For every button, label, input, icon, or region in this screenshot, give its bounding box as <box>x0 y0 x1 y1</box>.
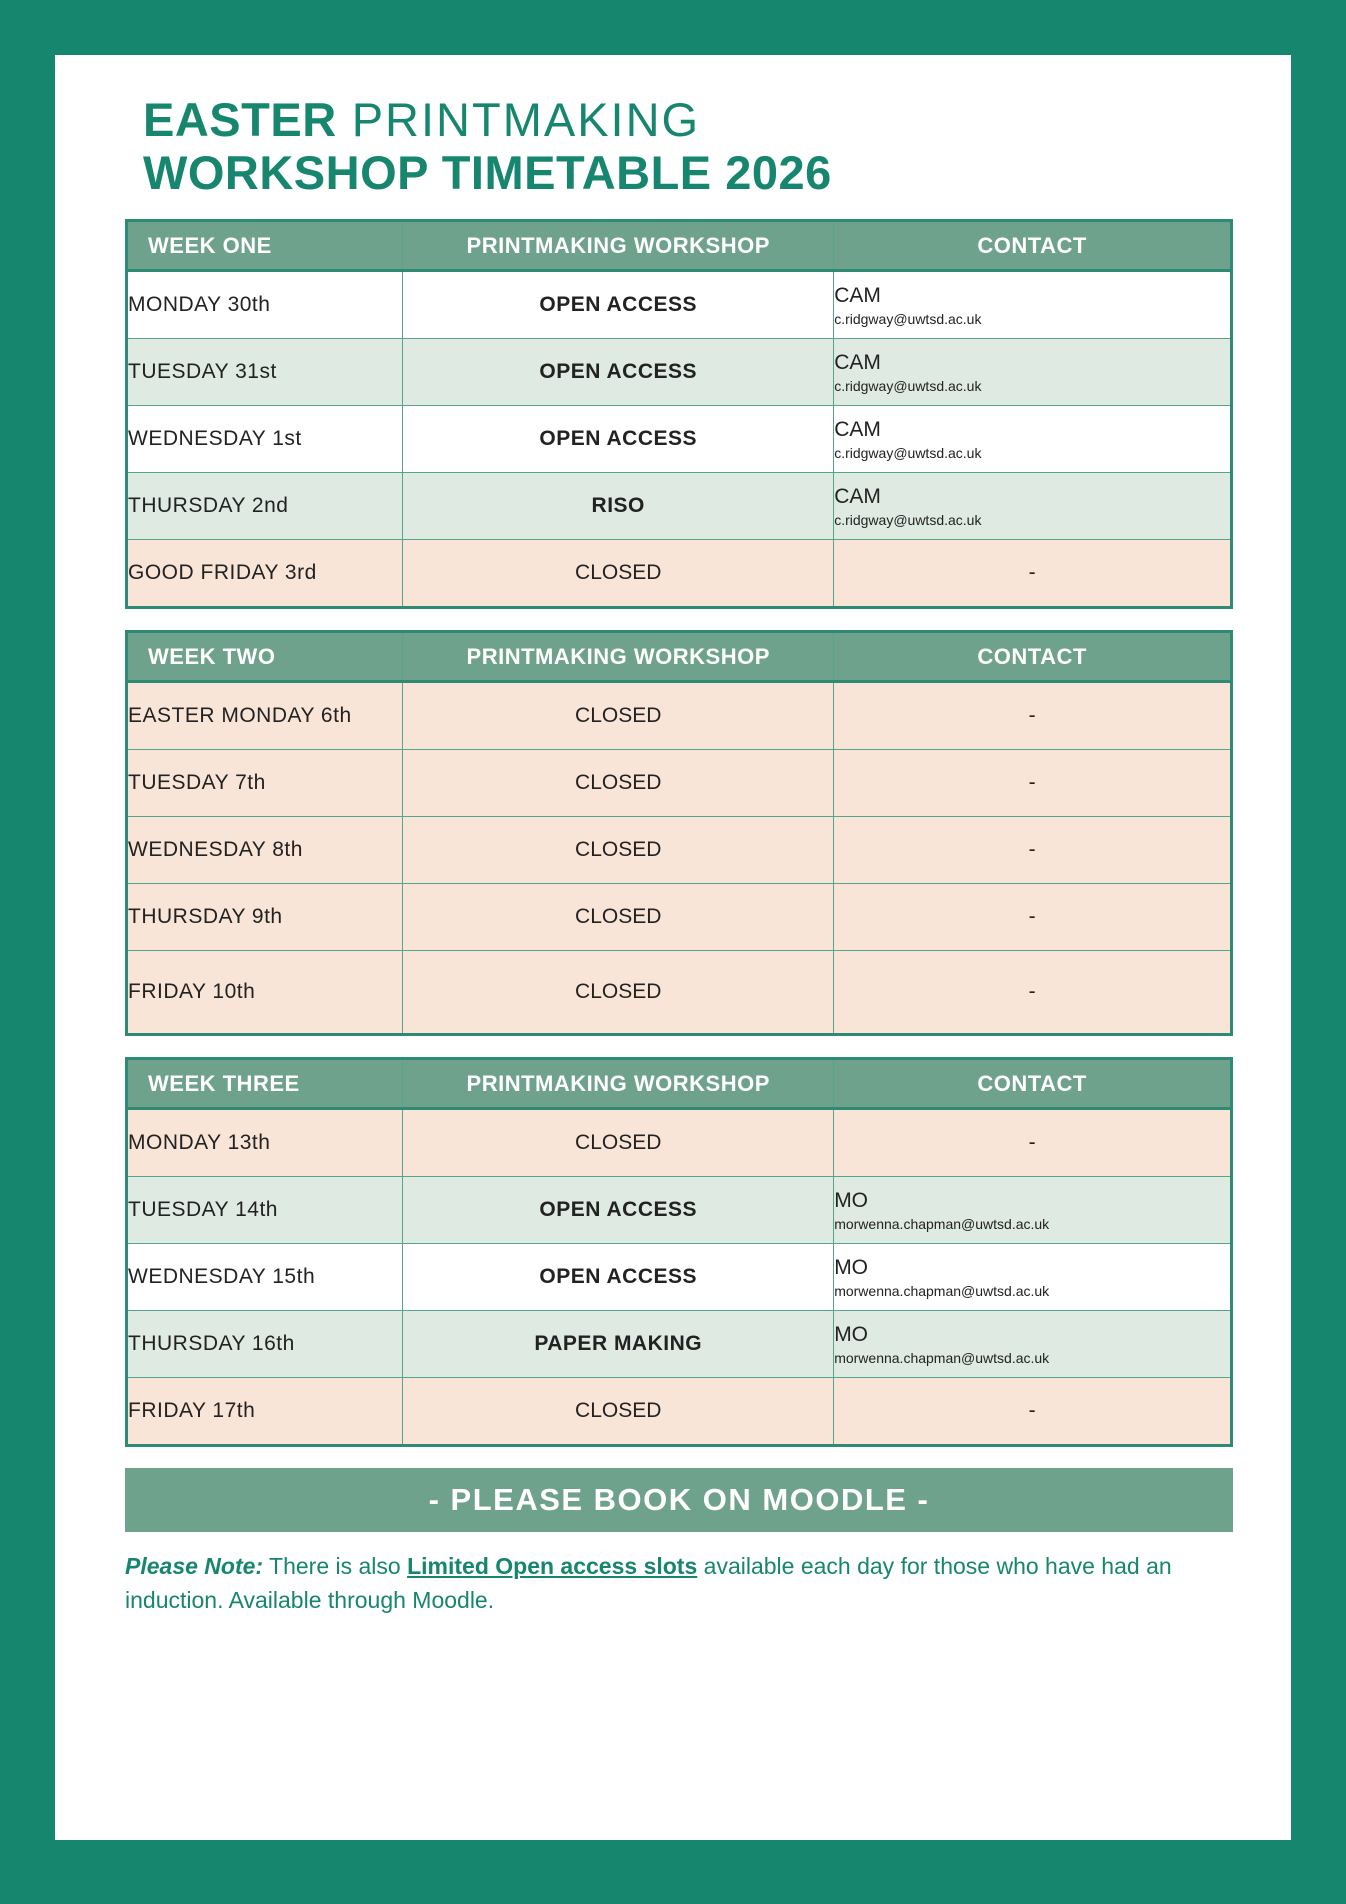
workshop-cell: CLOSED <box>403 817 834 884</box>
table-row <box>127 682 1232 750</box>
title-printmaking: PRINTMAKING <box>336 93 701 146</box>
day-cell: WEDNESDAY 15th <box>127 1244 403 1311</box>
day-cell: MONDAY 30th <box>127 271 403 339</box>
table-row <box>127 1109 1232 1177</box>
contact-cell: - <box>834 884 1232 951</box>
workshop-column-header: PRINTMAKING WORKSHOP <box>403 221 834 271</box>
workshop-cell: CLOSED <box>403 1109 834 1177</box>
contact-email: morwenna.chapman@uwtsd.ac.uk <box>834 1349 1050 1366</box>
week-three-table <box>125 1057 1233 1447</box>
contact-column-header: CONTACT <box>834 1059 1232 1109</box>
contact-email: c.ridgway@uwtsd.ac.uk <box>834 377 982 394</box>
note-text-after: available each day for those who have had an induction. Available through Moodle. <box>125 1553 1172 1613</box>
workshop-cell: OPEN ACCESS <box>403 406 834 473</box>
contact-name: MO <box>834 1255 869 1279</box>
page-title <box>143 93 1233 199</box>
contact-cell: - <box>834 951 1232 1035</box>
workshop-cell: RISO <box>403 473 834 540</box>
day-cell: TUESDAY 31st <box>127 339 403 406</box>
day-cell: FRIDAY 10th <box>127 951 403 1035</box>
table-row <box>127 1177 1232 1244</box>
contact-email: c.ridgway@uwtsd.ac.uk <box>834 444 982 461</box>
table-row <box>127 1311 1232 1378</box>
day-cell: MONDAY 13th <box>127 1109 403 1177</box>
note-label: Please Note: <box>125 1553 264 1580</box>
contact-name: CAM <box>834 350 881 374</box>
workshop-cell: OPEN ACCESS <box>403 1177 834 1244</box>
day-cell: GOOD FRIDAY 3rd <box>127 540 403 608</box>
workshop-cell: CLOSED <box>403 682 834 750</box>
day-cell: FRIDAY 17th <box>127 1378 403 1446</box>
note-highlight: Limited Open access slots <box>407 1553 698 1580</box>
workshop-column-header: PRINTMAKING WORKSHOP <box>403 632 834 682</box>
contact-cell <box>834 339 1232 406</box>
table-row <box>127 473 1232 540</box>
moodle-banner <box>125 1468 1233 1532</box>
week-two-label: WEEK TWO <box>127 632 403 682</box>
moodle-banner-text: - PLEASE BOOK ON MOODLE - <box>428 1482 930 1518</box>
week-one-table <box>125 219 1233 609</box>
contact-cell <box>834 473 1232 540</box>
title-easter: EASTER <box>143 93 337 146</box>
workshop-cell: CLOSED <box>403 1378 834 1446</box>
contact-email: morwenna.chapman@uwtsd.ac.uk <box>834 1282 1050 1299</box>
title-line-2: WORKSHOP TIMETABLE 2026 <box>143 146 832 200</box>
week-one-header-row <box>127 221 1232 271</box>
week-two-table <box>125 630 1233 1036</box>
table-row <box>127 540 1232 608</box>
day-cell: WEDNESDAY 8th <box>127 817 403 884</box>
contact-email: morwenna.chapman@uwtsd.ac.uk <box>834 1215 1050 1232</box>
contact-cell: - <box>834 750 1232 817</box>
workshop-cell: OPEN ACCESS <box>403 339 834 406</box>
contact-name: CAM <box>834 417 881 441</box>
contact-column-header: CONTACT <box>834 632 1232 682</box>
week-three-header-row <box>127 1059 1232 1109</box>
contact-name: CAM <box>834 484 881 508</box>
table-row <box>127 339 1232 406</box>
page <box>55 55 1291 1840</box>
contact-cell: - <box>834 817 1232 884</box>
contact-cell <box>834 1177 1232 1244</box>
contact-cell <box>834 1311 1232 1378</box>
contact-cell: - <box>834 1109 1232 1177</box>
week-two-header-row <box>127 632 1232 682</box>
title-line-1 <box>143 93 700 146</box>
contact-column-header: CONTACT <box>834 221 1232 271</box>
contact-name: MO <box>834 1188 869 1212</box>
table-row <box>127 1378 1232 1446</box>
day-cell: TUESDAY 7th <box>127 750 403 817</box>
table-row <box>127 951 1232 1035</box>
workshop-cell: CLOSED <box>403 951 834 1035</box>
contact-cell: - <box>834 1378 1232 1446</box>
day-cell: THURSDAY 9th <box>127 884 403 951</box>
workshop-cell: OPEN ACCESS <box>403 271 834 339</box>
contact-name: MO <box>834 1322 869 1346</box>
workshop-cell: PAPER MAKING <box>403 1311 834 1378</box>
please-note <box>125 1550 1233 1617</box>
table-row <box>127 750 1232 817</box>
week-three-label: WEEK THREE <box>127 1059 403 1109</box>
contact-email: c.ridgway@uwtsd.ac.uk <box>834 310 982 327</box>
workshop-cell: CLOSED <box>403 750 834 817</box>
contact-email: c.ridgway@uwtsd.ac.uk <box>834 511 982 528</box>
day-cell: THURSDAY 2nd <box>127 473 403 540</box>
workshop-cell: OPEN ACCESS <box>403 1244 834 1311</box>
workshop-cell: CLOSED <box>403 884 834 951</box>
contact-cell: - <box>834 682 1232 750</box>
table-row <box>127 817 1232 884</box>
workshop-cell: CLOSED <box>403 540 834 608</box>
contact-cell <box>834 271 1232 339</box>
table-row <box>127 406 1232 473</box>
day-cell: EASTER MONDAY 6th <box>127 682 403 750</box>
contact-name: CAM <box>834 283 881 307</box>
table-row <box>127 884 1232 951</box>
contact-cell <box>834 406 1232 473</box>
table-row <box>127 271 1232 339</box>
day-cell: TUESDAY 14th <box>127 1177 403 1244</box>
week-one-label: WEEK ONE <box>127 221 403 271</box>
contact-cell <box>834 1244 1232 1311</box>
note-text-before: There is also <box>263 1553 408 1580</box>
day-cell: WEDNESDAY 1st <box>127 406 403 473</box>
day-cell: THURSDAY 16th <box>127 1311 403 1378</box>
workshop-column-header: PRINTMAKING WORKSHOP <box>403 1059 834 1109</box>
contact-cell: - <box>834 540 1232 608</box>
table-row <box>127 1244 1232 1311</box>
